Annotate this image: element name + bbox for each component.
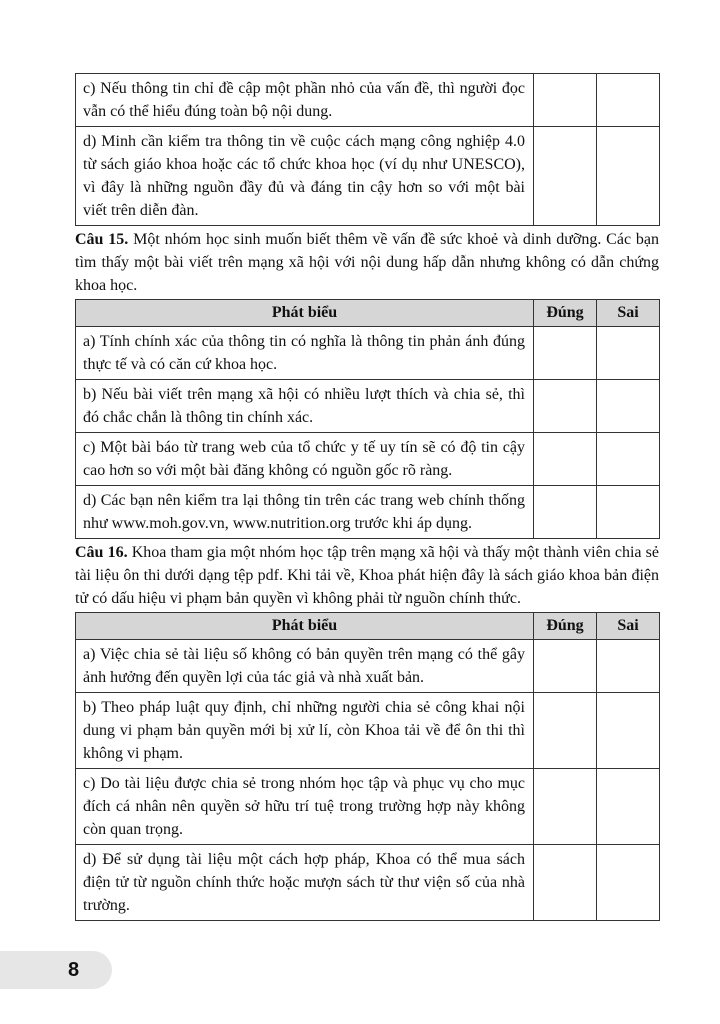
statement-cell: c) Do tài liệu được chia sẻ trong nhóm học tập và phục vụ cho mục đích cá nhân nên quyền sở hữu trí tuệ trong trường hợp này không còn quan trọng. — [76, 769, 534, 845]
statement-cell: c) Nếu thông tin chỉ đề cập một phần nhỏ của vấn đề, thì người đọc vẫn có thể hiểu đúng toàn bộ nội dung. — [76, 74, 534, 127]
question-15 — [75, 228, 659, 297]
header-statement: Phát biểu — [76, 300, 534, 327]
q15-statement-table — [75, 299, 660, 539]
header-false: Sai — [597, 300, 660, 327]
header-false: Sai — [597, 613, 660, 640]
table-row — [76, 845, 660, 921]
question-text: Khoa tham gia một nhóm học tập trên mạng xã hội và thấy một thành viên chia sẻ tài liệu ôn thi dưới dạng tệp pdf. Khi tải về, Khoa phát hiện đây là sách giáo khoa bản điện tử có dấu hiệu vi phạm bản quyền vì không phải từ nguồn chính thức. — [75, 544, 660, 607]
false-answer-cell[interactable] — [597, 380, 660, 433]
false-answer-cell[interactable] — [597, 486, 660, 539]
false-answer-cell[interactable] — [597, 693, 660, 769]
statement-cell: d) Các bạn nên kiểm tra lại thông tin trên các trang web chính thống như www.moh.gov.vn, www.nutrition.org trước khi áp dụng. — [76, 486, 534, 539]
statement-cell: d) Minh cần kiểm tra thông tin về cuộc cách mạng công nghiệp 4.0 từ sách giáo khoa hoặc các tổ chức khoa học (ví dụ như UNESCO), vì đây là những nguồn đầy đủ và đáng tin cậy hơn so với một bài viết trên diễn đàn. — [76, 127, 534, 226]
question-16 — [75, 541, 659, 610]
table-row — [76, 693, 660, 769]
question-text: Một nhóm học sinh muốn biết thêm về vấn đề sức khoẻ và dinh dưỡng. Các bạn tìm thấy một bài viết trên mạng xã hội với nội dung hấp dẫn nhưng không có dẫn chứng khoa học. — [75, 231, 659, 294]
table-row — [76, 433, 660, 486]
true-answer-cell[interactable] — [534, 640, 597, 693]
question-label: Câu 15. — [75, 231, 129, 248]
false-answer-cell[interactable] — [597, 127, 660, 226]
true-answer-cell[interactable] — [534, 433, 597, 486]
true-answer-cell[interactable] — [534, 486, 597, 539]
false-answer-cell[interactable] — [597, 327, 660, 380]
false-answer-cell[interactable] — [597, 845, 660, 921]
page-content — [75, 73, 659, 921]
statement-cell: c) Một bài báo từ trang web của tổ chức y tế uy tín sẽ có độ tin cậy cao hơn so với một bài đăng không có nguồn gốc rõ ràng. — [76, 433, 534, 486]
statement-cell: b) Theo pháp luật quy định, chỉ những người chia sẻ công khai nội dung vi phạm bản quyền mới bị xử lí, còn Khoa tải về để ôn thi thì không vi phạm. — [76, 693, 534, 769]
table-row — [76, 769, 660, 845]
false-answer-cell[interactable] — [597, 769, 660, 845]
header-statement: Phát biểu — [76, 613, 534, 640]
true-answer-cell[interactable] — [534, 693, 597, 769]
statement-cell: b) Nếu bài viết trên mạng xã hội có nhiều lượt thích và chia sẻ, thì đó chắc chắn là thông tin chính xác. — [76, 380, 534, 433]
table-row — [76, 327, 660, 380]
false-answer-cell[interactable] — [597, 74, 660, 127]
table-row — [76, 640, 660, 693]
continued-statement-table — [75, 73, 660, 226]
page-number: 8 — [68, 959, 80, 981]
true-answer-cell[interactable] — [534, 74, 597, 127]
q16-statement-table — [75, 612, 660, 921]
header-true: Đúng — [534, 300, 597, 327]
header-true: Đúng — [534, 613, 597, 640]
statement-cell: a) Việc chia sẻ tài liệu số không có bản quyền trên mạng có thể gây ảnh hưởng đến quyền lợi của tác giả và nhà xuất bản. — [76, 640, 534, 693]
table-header-row — [76, 613, 660, 640]
true-answer-cell[interactable] — [534, 327, 597, 380]
true-answer-cell[interactable] — [534, 845, 597, 921]
true-answer-cell[interactable] — [534, 127, 597, 226]
table-row — [76, 127, 660, 226]
table-row — [76, 380, 660, 433]
false-answer-cell[interactable] — [597, 640, 660, 693]
table-row — [76, 486, 660, 539]
false-answer-cell[interactable] — [597, 433, 660, 486]
table-header-row — [76, 300, 660, 327]
page-number-tab — [0, 951, 112, 989]
table-row — [76, 74, 660, 127]
true-answer-cell[interactable] — [534, 380, 597, 433]
question-label: Câu 16. — [75, 544, 128, 561]
true-answer-cell[interactable] — [534, 769, 597, 845]
statement-cell: d) Để sử dụng tài liệu một cách hợp pháp, Khoa có thể mua sách điện tử từ nguồn chính thức hoặc mượn sách từ thư viện số của nhà trường. — [76, 845, 534, 921]
statement-cell: a) Tính chính xác của thông tin có nghĩa là thông tin phản ánh đúng thực tế và có căn cứ khoa học. — [76, 327, 534, 380]
